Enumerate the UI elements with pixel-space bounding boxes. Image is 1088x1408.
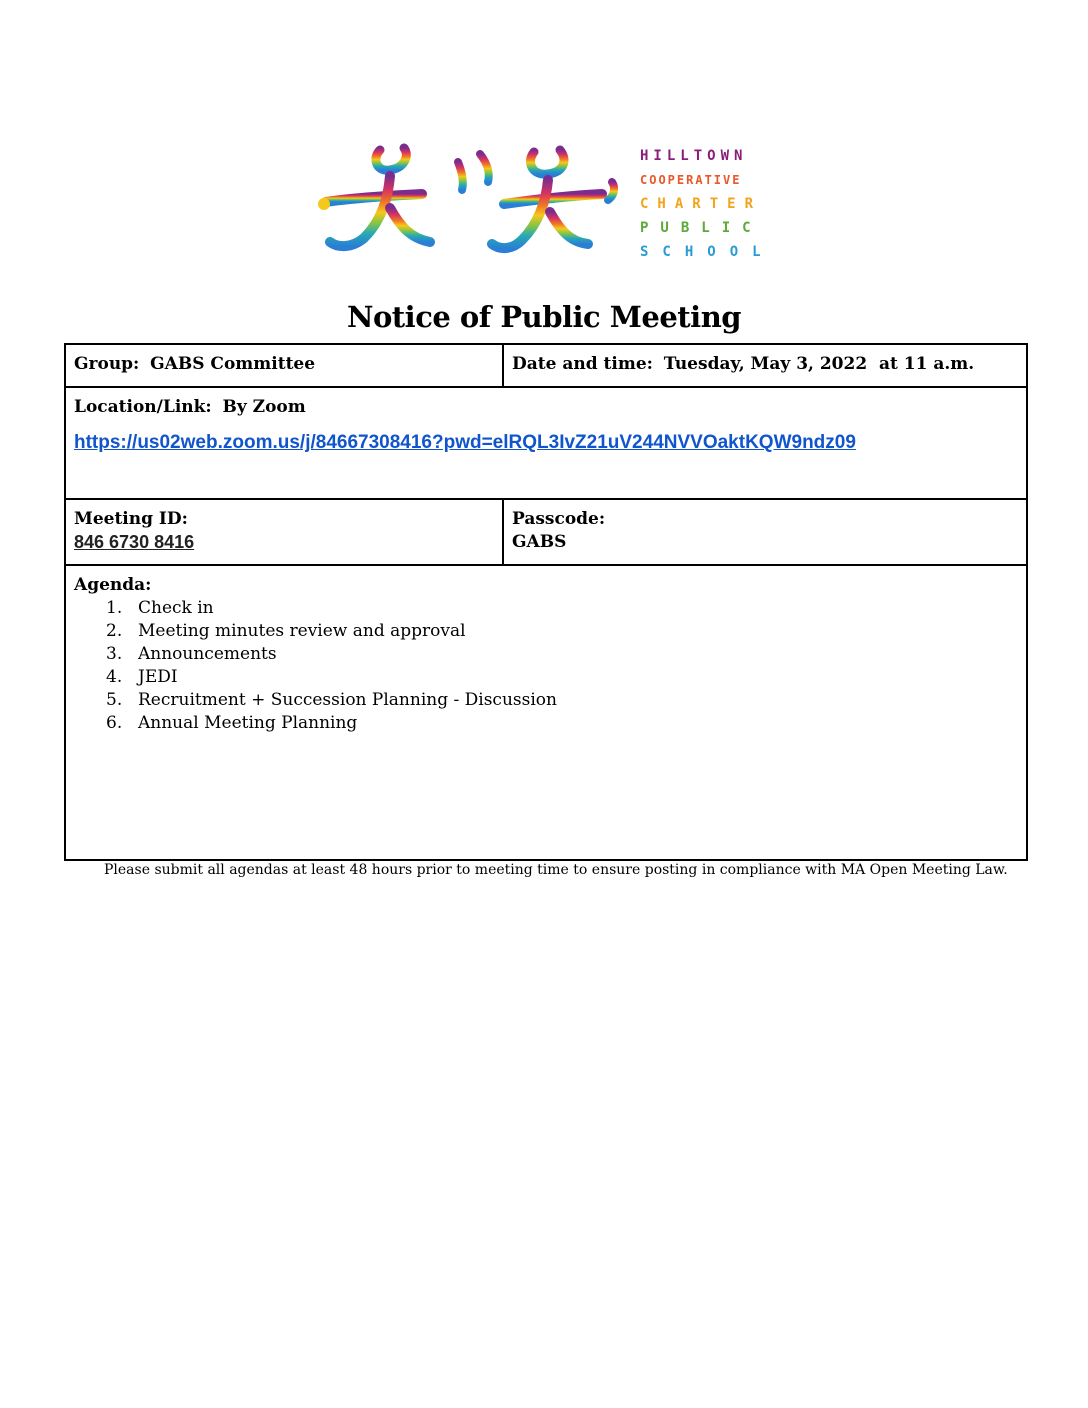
logo-line-5: SCHOOL	[640, 244, 775, 260]
location-cell	[65, 387, 1027, 499]
agenda-item	[106, 597, 1018, 620]
agenda-cell	[65, 565, 1027, 860]
page-title: Notice of Public Meeting	[346, 300, 742, 334]
agenda-item	[106, 643, 1018, 666]
agenda-item-number: 2.	[106, 621, 123, 641]
agenda-item-text: Meeting minutes review and approval	[138, 621, 466, 641]
location-label: Location/Link:	[74, 397, 212, 417]
meeting-id-cell	[65, 499, 503, 565]
datetime-cell	[503, 344, 1027, 387]
agenda-item	[106, 620, 1018, 643]
footnote: Please submit all agendas at least 48 hours prior to meeting time to ensure posting in compliance with MA Open Meeting Law.	[104, 862, 1008, 878]
group-value: GABS Committee	[150, 354, 316, 374]
logo-line-3: CHARTER	[640, 196, 763, 212]
meeting-notice-table	[64, 343, 1028, 861]
datetime-label: Date and time:	[512, 354, 653, 374]
logo-figures-icon	[312, 138, 782, 268]
agenda-label: Agenda:	[74, 575, 152, 595]
school-logo	[312, 138, 782, 268]
agenda-item-number: 1.	[106, 598, 123, 618]
agenda-item-text: JEDI	[138, 667, 178, 687]
passcode-cell	[503, 499, 1027, 565]
logo-line-4: PUBLIC	[640, 220, 763, 236]
agenda-item-number: 6.	[106, 713, 123, 733]
passcode-value: GABS	[512, 532, 567, 552]
group-cell	[65, 344, 503, 387]
agenda-item-text: Recruitment + Succession Planning - Discussion	[138, 690, 557, 710]
agenda-item	[106, 689, 1018, 712]
agenda-item-number: 5.	[106, 690, 123, 710]
agenda-item-text: Announcements	[138, 644, 277, 664]
meeting-id-link[interactable]: 846 6730 8416	[74, 532, 195, 552]
datetime-value: Tuesday, May 3, 2022 at 11 a.m.	[663, 354, 975, 374]
meeting-id-label: Meeting ID:	[74, 509, 188, 529]
agenda-item	[106, 666, 1018, 689]
passcode-label: Passcode:	[512, 509, 606, 529]
agenda-item	[106, 712, 1018, 735]
zoom-link[interactable]: https://us02web.zoom.us/j/84667308416?pwd=elRQL3IvZ21uV244NVVOaktKQW9ndz09	[74, 432, 856, 453]
agenda-item-number: 4.	[106, 667, 123, 687]
group-label: Group:	[74, 354, 140, 374]
agenda-item-text: Annual Meeting Planning	[138, 713, 358, 733]
location-value: By Zoom	[222, 397, 306, 417]
agenda-item-number: 3.	[106, 644, 123, 664]
logo-line-2: COOPERATIVE	[640, 173, 742, 187]
agenda-item-text: Check in	[138, 598, 214, 618]
agenda-list	[74, 597, 1018, 735]
logo-line-1: HILLTOWN	[640, 148, 748, 164]
